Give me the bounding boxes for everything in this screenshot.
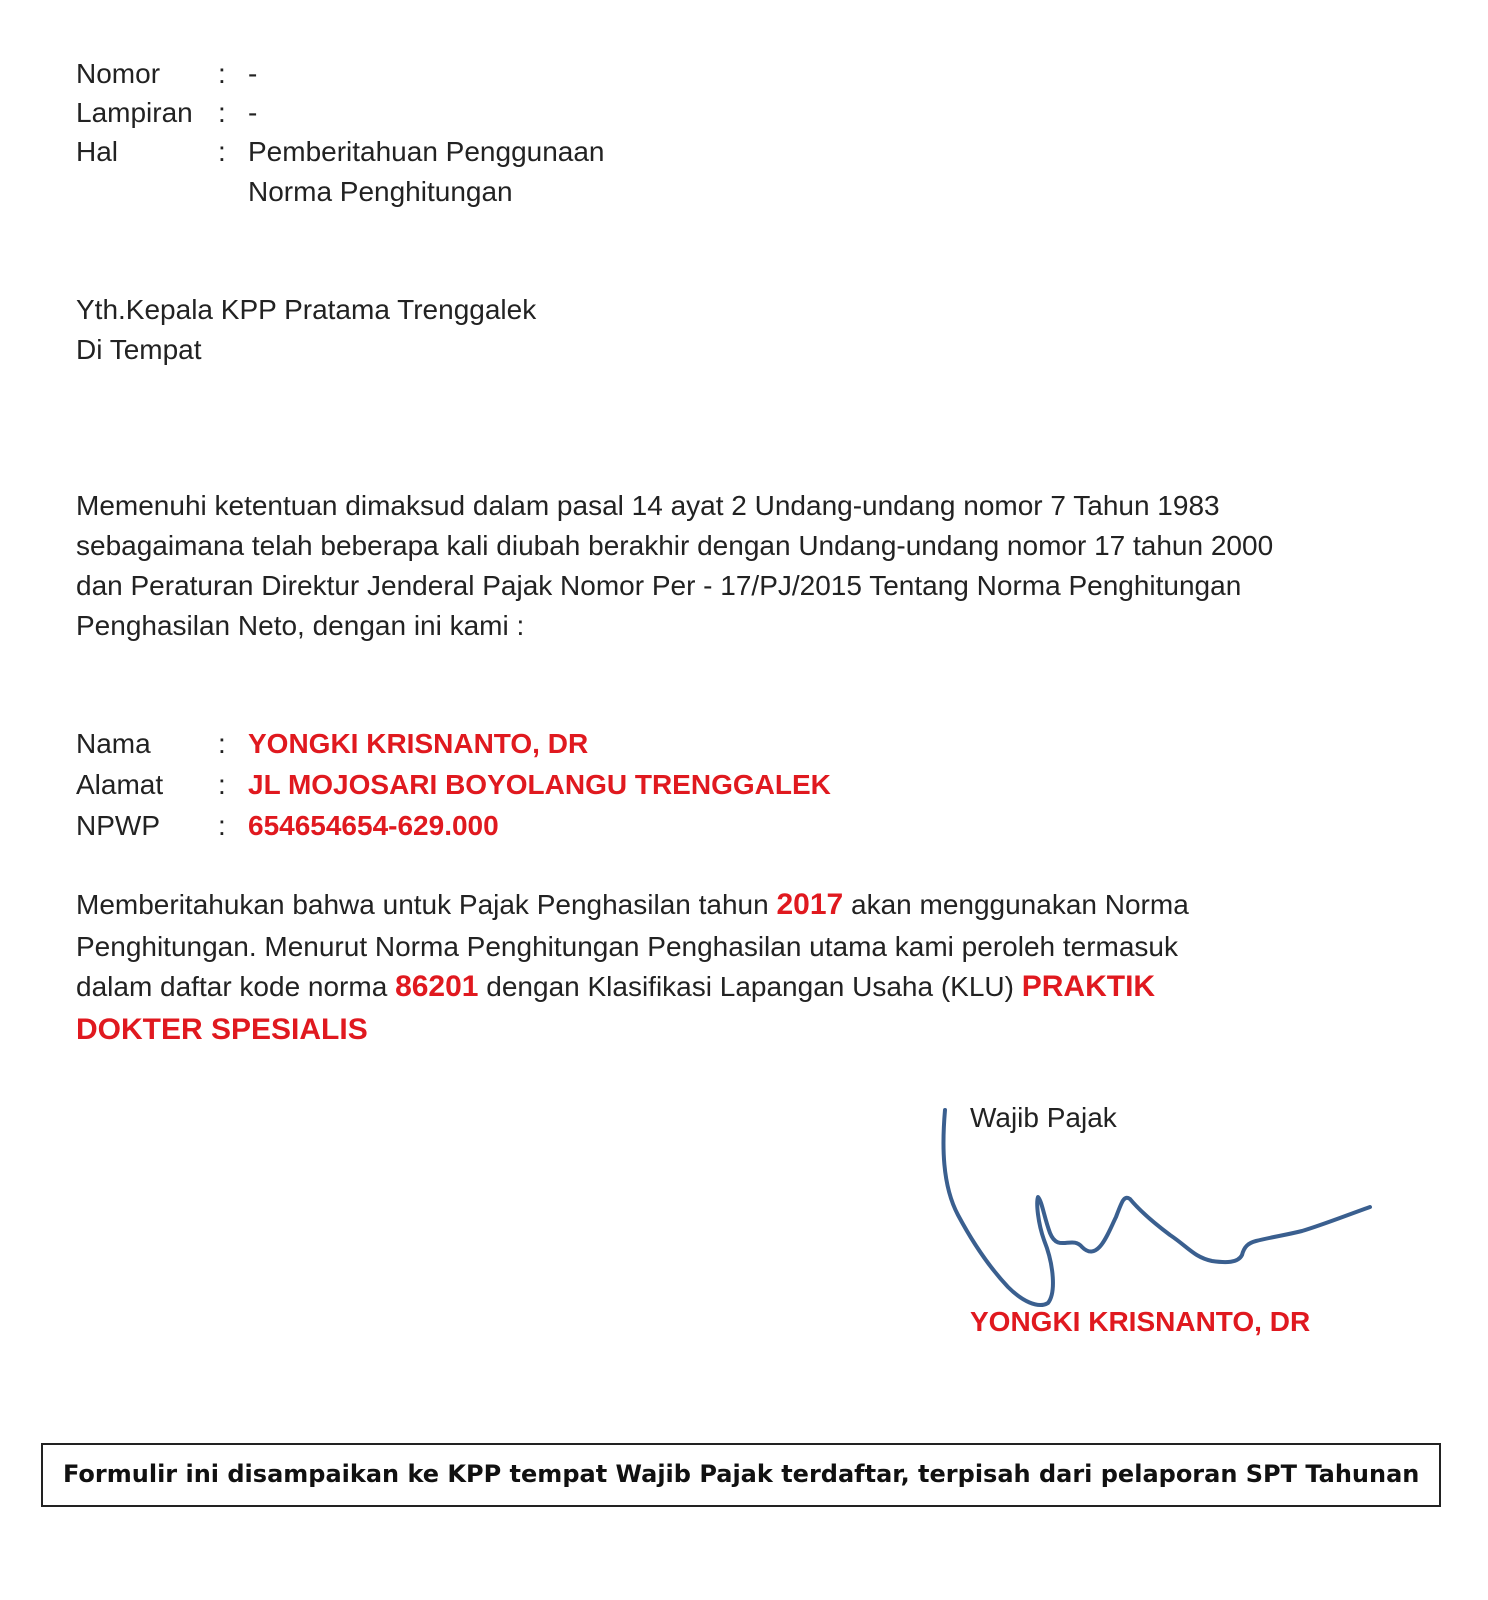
notice-line2: Penghitungan. Menurut Norma Penghitungan Penghasilan utama kami peroleh termasuk <box>76 931 1179 962</box>
recipient-line1: Yth.Kepala KPP Pratama Trenggalek <box>76 294 537 325</box>
hal-value-line1: Pemberitahuan Penggunaan <box>248 136 605 167</box>
intro-line3: dan Peraturan Direktur Jenderal Pajak Nomor Per - 17/PJ/2015 Tentang Norma Penghitungan <box>76 570 1242 601</box>
notice-line3-b: dengan Klasifikasi Lapangan Usaha (KLU) <box>478 971 1022 1002</box>
nama-colon: : <box>218 728 226 759</box>
nomor-value: - <box>248 58 258 89</box>
signature-title: Wajib Pajak <box>970 1102 1117 1133</box>
notice-line3-a: dalam daftar kode norma <box>76 971 396 1002</box>
notice-line1-a: Memberitahukan bahwa untuk Pajak Penghasilan tahun <box>76 889 777 920</box>
footer-box <box>41 1443 1441 1507</box>
lampiran-label: Lampiran <box>76 97 193 128</box>
intro-line4: Penghasilan Neto, dengan ini kami : <box>76 610 525 641</box>
tax-year: 2017 <box>776 888 844 921</box>
hal-value-line2: Norma Penghitungan <box>248 176 513 207</box>
footer-note: Formulir ini disampaikan ke KPP tempat Wajib Pajak terdaftar, terpisah dari pelaporan SPT Tahunan <box>63 1460 1420 1488</box>
npwp-colon: : <box>218 810 226 841</box>
nama-value: YONGKI KRISNANTO, DR <box>248 728 589 759</box>
recipient-line2: Di Tempat <box>76 334 202 365</box>
notice-line1 <box>76 885 1436 925</box>
npwp-value: 654654654-629.000 <box>248 810 499 841</box>
npwp-label: NPWP <box>76 810 160 841</box>
klu-line2: DOKTER SPESIALIS <box>76 1013 368 1046</box>
notice-line3 <box>76 967 1436 1007</box>
nomor-colon: : <box>218 58 226 89</box>
hal-label: Hal <box>76 136 119 167</box>
alamat-value: JL MOJOSARI BOYOLANGU TRENGGALEK <box>248 769 831 800</box>
alamat-label: Alamat <box>76 769 164 800</box>
nama-label: Nama <box>76 728 151 759</box>
klu-line1: PRAKTIK <box>1021 970 1156 1003</box>
nomor-label: Nomor <box>76 58 161 89</box>
alamat-colon: : <box>218 769 226 800</box>
lampiran-value: - <box>248 97 258 128</box>
kode-norma: 86201 <box>395 970 479 1003</box>
handwritten-signature <box>930 1105 1380 1320</box>
intro-line2: sebagaimana telah beberapa kali diubah berakhir dengan Undang-undang nomor 17 tahun 2000 <box>76 530 1274 561</box>
lampiran-colon: : <box>218 97 226 128</box>
hal-colon: : <box>218 136 226 167</box>
signature-name: YONGKI KRISNANTO, DR <box>970 1306 1311 1337</box>
notice-line1-b: akan menggunakan Norma <box>843 889 1189 920</box>
intro-line1: Memenuhi ketentuan dimaksud dalam pasal 14 ayat 2 Undang-undang nomor 7 Tahun 1983 <box>76 490 1220 521</box>
